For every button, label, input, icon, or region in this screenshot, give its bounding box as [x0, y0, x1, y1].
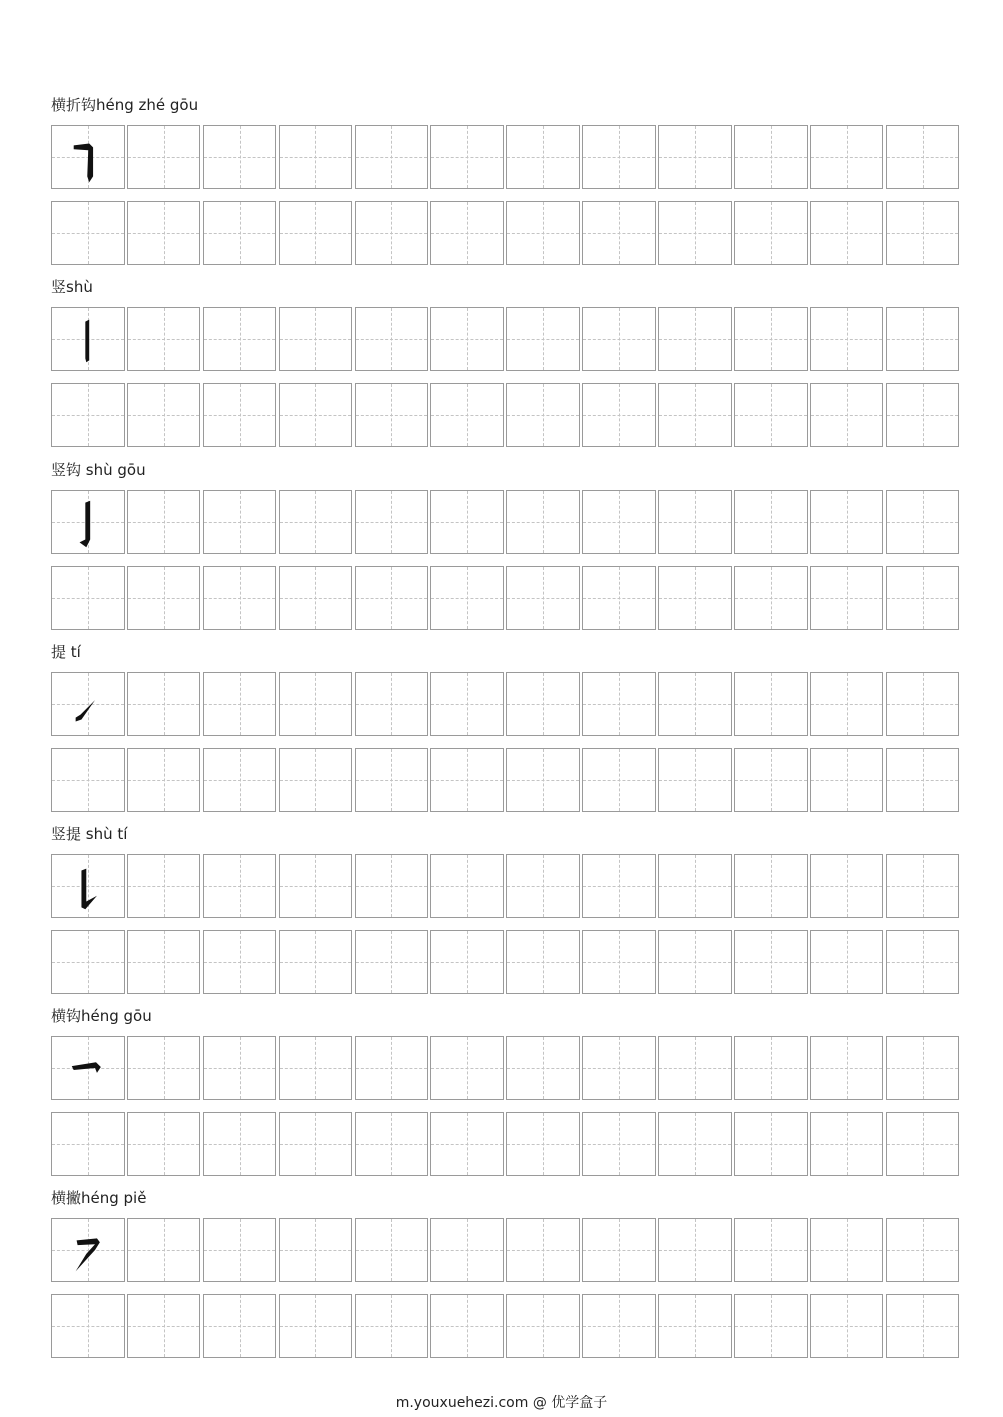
writing-cell[interactable]: [430, 854, 504, 918]
writing-cell[interactable]: [506, 930, 580, 994]
writing-cell[interactable]: [430, 1218, 504, 1282]
shu-gou-stroke-icon: [52, 491, 124, 553]
writing-cell[interactable]: [279, 383, 353, 447]
writing-cell[interactable]: [203, 748, 277, 812]
section-label: 横钩héng gōu: [51, 1007, 152, 1025]
writing-cell[interactable]: [886, 930, 960, 994]
writing-cell[interactable]: [658, 930, 732, 994]
writing-cell[interactable]: [506, 854, 580, 918]
writing-cell[interactable]: [734, 1036, 808, 1100]
writing-cell[interactable]: [51, 201, 125, 265]
writing-cell[interactable]: [886, 201, 960, 265]
footer-watermark: m.youxuehezi.com @ 优学盒子: [395, 1395, 608, 1411]
practice-grid-row: [51, 1294, 959, 1358]
writing-cell[interactable]: [355, 307, 429, 371]
writing-cell[interactable]: [506, 490, 580, 554]
section-label: 提 tí: [51, 643, 81, 661]
writing-cell[interactable]: [430, 490, 504, 554]
writing-cell[interactable]: [582, 490, 656, 554]
practice-grid-row: [51, 566, 959, 630]
writing-cell[interactable]: [886, 1218, 960, 1282]
writing-cell[interactable]: [810, 125, 884, 189]
writing-cell[interactable]: [658, 566, 732, 630]
writing-cell[interactable]: [355, 748, 429, 812]
writing-cell[interactable]: [355, 1112, 429, 1176]
writing-cell[interactable]: [886, 854, 960, 918]
writing-cell[interactable]: [582, 930, 656, 994]
writing-cell[interactable]: [810, 854, 884, 918]
writing-cell[interactable]: [886, 566, 960, 630]
writing-cell[interactable]: [355, 383, 429, 447]
practice-grid-row: [51, 854, 959, 918]
writing-cell[interactable]: [506, 672, 580, 736]
writing-cell[interactable]: [279, 125, 353, 189]
writing-cell[interactable]: [203, 1112, 277, 1176]
writing-cell[interactable]: [582, 748, 656, 812]
writing-cell[interactable]: [734, 672, 808, 736]
writing-cell[interactable]: [127, 307, 201, 371]
writing-cell[interactable]: [734, 490, 808, 554]
writing-cell[interactable]: [658, 201, 732, 265]
writing-cell[interactable]: [810, 566, 884, 630]
shu-stroke-icon: [52, 308, 124, 370]
writing-cell[interactable]: [203, 672, 277, 736]
writing-cell[interactable]: [658, 307, 732, 371]
writing-cell[interactable]: [734, 748, 808, 812]
writing-cell[interactable]: [734, 854, 808, 918]
writing-cell[interactable]: [810, 1218, 884, 1282]
writing-cell[interactable]: [734, 930, 808, 994]
writing-cell[interactable]: [810, 1036, 884, 1100]
writing-cell[interactable]: [506, 748, 580, 812]
writing-cell[interactable]: [810, 490, 884, 554]
writing-cell[interactable]: [127, 566, 201, 630]
writing-cell[interactable]: [658, 854, 732, 918]
writing-cell[interactable]: [279, 748, 353, 812]
writing-cell[interactable]: [734, 1112, 808, 1176]
writing-cell[interactable]: [810, 201, 884, 265]
writing-cell[interactable]: [582, 1218, 656, 1282]
writing-cell[interactable]: [810, 748, 884, 812]
writing-cell[interactable]: [279, 672, 353, 736]
writing-cell[interactable]: [203, 490, 277, 554]
writing-cell[interactable]: [886, 1112, 960, 1176]
writing-cell[interactable]: [734, 125, 808, 189]
writing-cell[interactable]: [886, 1036, 960, 1100]
writing-cell[interactable]: [430, 930, 504, 994]
writing-cell[interactable]: [355, 566, 429, 630]
writing-cell[interactable]: [203, 307, 277, 371]
writing-cell[interactable]: [430, 672, 504, 736]
writing-cell[interactable]: [886, 1294, 960, 1358]
writing-cell[interactable]: [127, 125, 201, 189]
practice-grid-row: [51, 930, 959, 994]
writing-cell[interactable]: [506, 1112, 580, 1176]
writing-cell[interactable]: [279, 490, 353, 554]
writing-cell[interactable]: [51, 1036, 125, 1100]
writing-cell[interactable]: [506, 201, 580, 265]
practice-grid-row: [51, 490, 959, 554]
writing-cell[interactable]: [203, 854, 277, 918]
writing-cell[interactable]: [582, 307, 656, 371]
practice-grid-row: [51, 1218, 959, 1282]
writing-cell[interactable]: [355, 1294, 429, 1358]
writing-cell[interactable]: [734, 201, 808, 265]
practice-grid-row: [51, 1036, 959, 1100]
writing-cell[interactable]: [355, 1218, 429, 1282]
writing-cell[interactable]: [658, 748, 732, 812]
writing-cell[interactable]: [51, 1294, 125, 1358]
writing-cell[interactable]: [127, 1294, 201, 1358]
writing-cell[interactable]: [51, 672, 125, 736]
writing-cell[interactable]: [430, 748, 504, 812]
writing-cell[interactable]: [127, 748, 201, 812]
writing-cell[interactable]: [658, 1112, 732, 1176]
writing-cell[interactable]: [658, 672, 732, 736]
writing-cell[interactable]: [506, 125, 580, 189]
writing-cell[interactable]: [127, 201, 201, 265]
writing-cell[interactable]: [886, 490, 960, 554]
writing-cell[interactable]: [51, 854, 125, 918]
section-label: 竖钩 shù gōu: [51, 461, 146, 479]
writing-cell[interactable]: [506, 566, 580, 630]
writing-cell[interactable]: [430, 566, 504, 630]
writing-cell[interactable]: [279, 1112, 353, 1176]
section-label: 横撇héng piě: [51, 1189, 147, 1207]
writing-cell[interactable]: [127, 930, 201, 994]
writing-cell[interactable]: [886, 125, 960, 189]
writing-cell[interactable]: [582, 383, 656, 447]
practice-grid-row: [51, 201, 959, 265]
ti-stroke-icon: [52, 673, 124, 735]
writing-cell[interactable]: [127, 854, 201, 918]
writing-cell[interactable]: [127, 1112, 201, 1176]
writing-cell[interactable]: [203, 1218, 277, 1282]
writing-cell[interactable]: [582, 672, 656, 736]
writing-cell[interactable]: [127, 1036, 201, 1100]
writing-cell[interactable]: [430, 201, 504, 265]
writing-cell[interactable]: [506, 1036, 580, 1100]
writing-cell[interactable]: [430, 383, 504, 447]
writing-cell[interactable]: [355, 672, 429, 736]
writing-cell[interactable]: [886, 383, 960, 447]
writing-cell[interactable]: [506, 383, 580, 447]
writing-cell[interactable]: [734, 383, 808, 447]
writing-cell[interactable]: [203, 383, 277, 447]
section-label: 横折钩héng zhé gōu: [51, 96, 199, 114]
writing-cell[interactable]: [355, 490, 429, 554]
writing-cell[interactable]: [582, 1294, 656, 1358]
practice-grid-row: [51, 748, 959, 812]
writing-cell[interactable]: [582, 1112, 656, 1176]
writing-cell[interactable]: [51, 566, 125, 630]
writing-cell[interactable]: [582, 566, 656, 630]
writing-cell[interactable]: [810, 383, 884, 447]
writing-cell[interactable]: [355, 1036, 429, 1100]
writing-cell[interactable]: [810, 672, 884, 736]
writing-cell[interactable]: [203, 566, 277, 630]
writing-cell[interactable]: [51, 1112, 125, 1176]
practice-grid-row: [51, 307, 959, 371]
writing-cell[interactable]: [355, 125, 429, 189]
writing-cell[interactable]: [582, 125, 656, 189]
writing-cell[interactable]: [127, 1218, 201, 1282]
writing-cell[interactable]: [279, 1036, 353, 1100]
writing-cell[interactable]: [506, 1218, 580, 1282]
writing-cell[interactable]: [279, 854, 353, 918]
writing-cell[interactable]: [734, 307, 808, 371]
writing-cell[interactable]: [51, 748, 125, 812]
practice-grid-row: [51, 125, 959, 189]
writing-cell[interactable]: [127, 383, 201, 447]
writing-cell[interactable]: [886, 748, 960, 812]
writing-cell[interactable]: [734, 566, 808, 630]
section-label: 竖shù: [51, 278, 93, 296]
writing-cell[interactable]: [51, 383, 125, 447]
writing-cell[interactable]: [203, 125, 277, 189]
writing-cell[interactable]: [886, 672, 960, 736]
writing-cell[interactable]: [355, 201, 429, 265]
writing-cell[interactable]: [127, 672, 201, 736]
writing-cell[interactable]: [203, 930, 277, 994]
heng-pie-stroke-icon: [52, 1219, 124, 1281]
heng-gou-stroke-icon: [52, 1037, 124, 1099]
writing-cell[interactable]: [279, 201, 353, 265]
writing-cell[interactable]: [734, 1294, 808, 1358]
heng-zhe-gou-stroke-icon: [52, 126, 124, 188]
writing-cell[interactable]: [51, 490, 125, 554]
writing-cell[interactable]: [279, 930, 353, 994]
writing-cell[interactable]: [430, 1294, 504, 1358]
practice-grid-row: [51, 672, 959, 736]
writing-cell[interactable]: [886, 307, 960, 371]
writing-cell[interactable]: [582, 854, 656, 918]
writing-cell[interactable]: [810, 930, 884, 994]
writing-cell[interactable]: [203, 1036, 277, 1100]
writing-cell[interactable]: [658, 1294, 732, 1358]
writing-cell[interactable]: [279, 566, 353, 630]
writing-cell[interactable]: [658, 1218, 732, 1282]
writing-cell[interactable]: [658, 1036, 732, 1100]
writing-cell[interactable]: [506, 307, 580, 371]
practice-grid-row: [51, 1112, 959, 1176]
writing-cell[interactable]: [810, 307, 884, 371]
writing-cell[interactable]: [658, 383, 732, 447]
practice-grid-row: [51, 383, 959, 447]
writing-cell[interactable]: [658, 490, 732, 554]
section-label: 竖提 shù tí: [51, 825, 128, 843]
writing-cell[interactable]: [582, 1036, 656, 1100]
writing-cell[interactable]: [51, 125, 125, 189]
writing-cell[interactable]: [430, 307, 504, 371]
writing-cell[interactable]: [355, 854, 429, 918]
writing-cell[interactable]: [430, 1036, 504, 1100]
writing-cell[interactable]: [810, 1294, 884, 1358]
writing-cell[interactable]: [734, 1218, 808, 1282]
writing-cell[interactable]: [203, 201, 277, 265]
writing-cell[interactable]: [279, 1218, 353, 1282]
writing-cell[interactable]: [127, 490, 201, 554]
shu-ti-stroke-icon: [52, 855, 124, 917]
writing-cell[interactable]: [658, 125, 732, 189]
writing-cell[interactable]: [203, 1294, 277, 1358]
writing-cell[interactable]: [506, 1294, 580, 1358]
writing-cell[interactable]: [51, 1218, 125, 1282]
writing-cell[interactable]: [810, 1112, 884, 1176]
writing-cell[interactable]: [430, 1112, 504, 1176]
writing-cell[interactable]: [51, 307, 125, 371]
writing-cell[interactable]: [279, 307, 353, 371]
writing-cell[interactable]: [430, 125, 504, 189]
writing-cell[interactable]: [355, 930, 429, 994]
writing-cell[interactable]: [582, 201, 656, 265]
writing-cell[interactable]: [51, 930, 125, 994]
writing-cell[interactable]: [279, 1294, 353, 1358]
